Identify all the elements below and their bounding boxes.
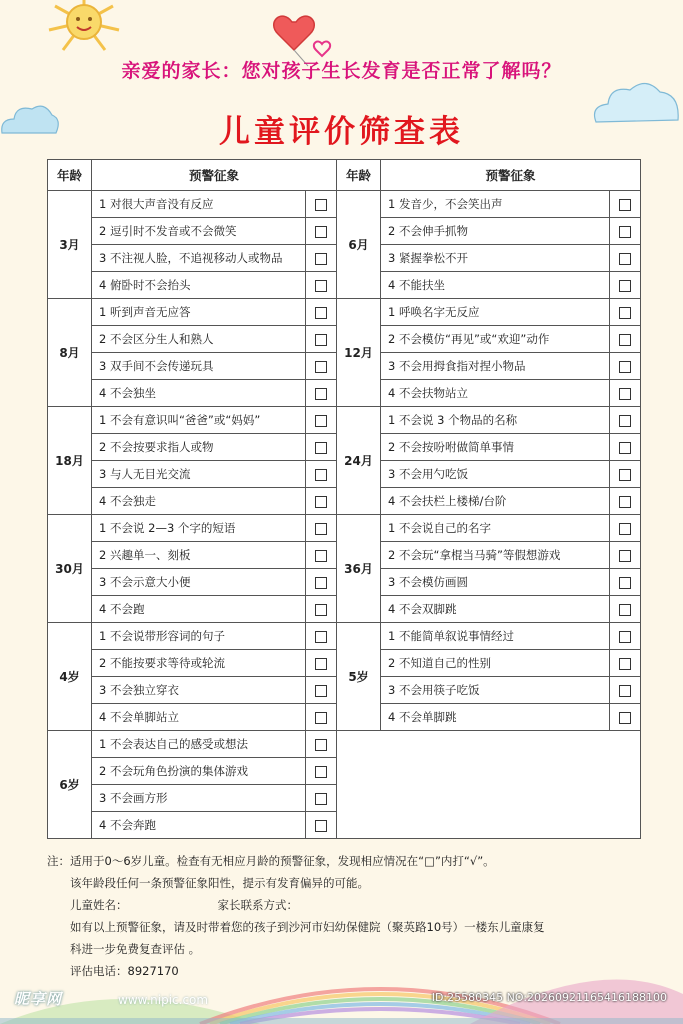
warning-sign-text: 3 不会示意大小便 bbox=[92, 569, 306, 596]
checkbox-cell bbox=[306, 731, 337, 758]
checkbox-cell bbox=[610, 488, 641, 515]
warning-sign-text: 1 听到声音无应答 bbox=[92, 299, 306, 326]
warning-sign-text: 1 发音少，不会笑出声 bbox=[381, 191, 610, 218]
checkbox[interactable] bbox=[619, 226, 631, 238]
checkbox[interactable] bbox=[315, 766, 327, 778]
checkbox[interactable] bbox=[315, 658, 327, 670]
checkbox[interactable] bbox=[315, 442, 327, 454]
warning-sign-text: 2 不会区分生人和熟人 bbox=[92, 326, 306, 353]
header-sign-left: 预警征象 bbox=[92, 160, 337, 191]
checkbox-cell bbox=[306, 245, 337, 272]
checkbox-cell bbox=[306, 785, 337, 812]
header-sign-right: 预警征象 bbox=[381, 160, 641, 191]
warning-sign-text: 4 不会跑 bbox=[92, 596, 306, 623]
checkbox[interactable] bbox=[315, 496, 327, 508]
checkbox-cell bbox=[610, 218, 641, 245]
checkbox-cell bbox=[610, 326, 641, 353]
checkbox[interactable] bbox=[315, 739, 327, 751]
checkbox-cell bbox=[306, 218, 337, 245]
checkbox[interactable] bbox=[619, 307, 631, 319]
age-cell: 6岁 bbox=[48, 731, 92, 839]
checkbox[interactable] bbox=[315, 820, 327, 832]
checkbox-cell bbox=[610, 245, 641, 272]
parent-contact-label: 家长联系方式： bbox=[217, 898, 298, 912]
checkbox-cell bbox=[610, 380, 641, 407]
contact-fields bbox=[47, 894, 647, 916]
checkbox-cell bbox=[610, 542, 641, 569]
checkbox[interactable] bbox=[315, 415, 327, 427]
warning-sign-text: 4 不会独坐 bbox=[92, 380, 306, 407]
age-cell: 30月 bbox=[48, 515, 92, 623]
table-row bbox=[48, 623, 641, 650]
checkbox-cell bbox=[610, 596, 641, 623]
warning-sign-text: 4 不会单脚站立 bbox=[92, 704, 306, 731]
checkbox[interactable] bbox=[619, 199, 631, 211]
checkbox-cell bbox=[306, 272, 337, 299]
age-cell: 36月 bbox=[337, 515, 381, 623]
checkbox-cell bbox=[306, 569, 337, 596]
checkbox[interactable] bbox=[315, 334, 327, 346]
checkbox[interactable] bbox=[619, 361, 631, 373]
warning-sign-text: 1 不会说带形容词的句子 bbox=[92, 623, 306, 650]
checkbox-cell bbox=[610, 677, 641, 704]
checkbox-cell bbox=[306, 596, 337, 623]
note-positive: 该年龄段任何一条预警征象阳性，提示有发育偏异的可能。 bbox=[70, 876, 369, 890]
table-row bbox=[48, 191, 641, 218]
age-cell: 4岁 bbox=[48, 623, 92, 731]
headline: 亲爱的家长：您对孩子生长发育是否正常了解吗？ bbox=[121, 60, 562, 82]
watermark-id: ID:25580345 NO:20260921165416188100 bbox=[431, 991, 667, 1004]
checkbox[interactable] bbox=[315, 793, 327, 805]
warning-sign-text: 1 不会说自己的名字 bbox=[381, 515, 610, 542]
warning-sign-text: 2 不会伸手抓物 bbox=[381, 218, 610, 245]
checkbox-cell bbox=[306, 650, 337, 677]
checkbox-cell bbox=[306, 488, 337, 515]
warning-sign-text: 4 不会独走 bbox=[92, 488, 306, 515]
checkbox[interactable] bbox=[315, 631, 327, 643]
warning-sign-text: 3 不注视人脸，不追视移动人或物品 bbox=[92, 245, 306, 272]
checkbox-cell bbox=[610, 704, 641, 731]
warning-sign-text: 1 对很大声音没有反应 bbox=[92, 191, 306, 218]
checkbox-cell bbox=[610, 515, 641, 542]
warning-sign-text: 3 紧握拳松不开 bbox=[381, 245, 610, 272]
checkbox-cell bbox=[610, 407, 641, 434]
checkbox[interactable] bbox=[315, 361, 327, 373]
checkbox[interactable] bbox=[619, 253, 631, 265]
warning-sign-text: 4 不能扶坐 bbox=[381, 272, 610, 299]
checkbox[interactable] bbox=[619, 712, 631, 724]
warning-sign-text: 4 不会双脚跳 bbox=[381, 596, 610, 623]
age-cell: 5岁 bbox=[337, 623, 381, 731]
note-referral-cont: 科进一步免费复查评估 。 bbox=[70, 942, 201, 956]
checkbox-cell bbox=[306, 191, 337, 218]
warning-sign-text: 1 不会说 2—3 个字的短语 bbox=[92, 515, 306, 542]
notes-section bbox=[47, 850, 647, 982]
warning-sign-text: 3 不会模仿画圆 bbox=[381, 569, 610, 596]
warning-sign-text: 3 不会用拇食指对捏小物品 bbox=[381, 353, 610, 380]
checkbox-cell bbox=[306, 704, 337, 731]
checkbox-cell bbox=[306, 461, 337, 488]
checkbox-cell bbox=[306, 380, 337, 407]
warning-sign-text: 1 呼唤名字无反应 bbox=[381, 299, 610, 326]
age-cell: 3月 bbox=[48, 191, 92, 299]
warning-sign-text: 3 不会画方形 bbox=[92, 785, 306, 812]
checkbox-cell bbox=[306, 677, 337, 704]
warning-sign-text: 1 不能简单叙说事情经过 bbox=[381, 623, 610, 650]
checkbox[interactable] bbox=[619, 631, 631, 643]
checkbox[interactable] bbox=[619, 334, 631, 346]
checkbox[interactable] bbox=[619, 658, 631, 670]
checkbox[interactable] bbox=[315, 523, 327, 535]
sun-illustration bbox=[45, 0, 123, 54]
checkbox-cell bbox=[306, 299, 337, 326]
checkbox[interactable] bbox=[315, 712, 327, 724]
checkbox-cell bbox=[610, 461, 641, 488]
checkbox[interactable] bbox=[619, 280, 631, 292]
warning-sign-text: 4 不会单脚跳 bbox=[381, 704, 610, 731]
page-title: 儿童评价筛查表 bbox=[219, 114, 464, 150]
checkbox[interactable] bbox=[619, 388, 631, 400]
checkbox-cell bbox=[610, 272, 641, 299]
checkbox-cell bbox=[610, 650, 641, 677]
age-cell: 12月 bbox=[337, 299, 381, 407]
warning-sign-text: 2 兴趣单一、刻板 bbox=[92, 542, 306, 569]
note-usage: 注：适用于0～6岁儿童。检查有无相应月龄的预警征象，发现相应情况在“□”内打“√”。 bbox=[47, 854, 495, 868]
warning-sign-text: 1 不会说 3 个物品的名称 bbox=[381, 407, 610, 434]
warning-sign-text: 3 不会用筷子吃饭 bbox=[381, 677, 610, 704]
checkbox[interactable] bbox=[619, 442, 631, 454]
checkbox-cell bbox=[610, 191, 641, 218]
checkbox[interactable] bbox=[315, 469, 327, 481]
warning-sign-text: 2 不会玩角色扮演的集体游戏 bbox=[92, 758, 306, 785]
checkbox-cell bbox=[306, 434, 337, 461]
checkbox[interactable] bbox=[619, 523, 631, 535]
warning-sign-text: 2 不会模仿“再见”或“欢迎”动作 bbox=[381, 326, 610, 353]
screening-table bbox=[47, 159, 641, 839]
age-cell: 18月 bbox=[48, 407, 92, 515]
age-cell: 6月 bbox=[337, 191, 381, 299]
checkbox-cell bbox=[610, 299, 641, 326]
phone-number: 8927170 bbox=[127, 964, 179, 978]
warning-sign-text: 2 不能按要求等待或轮流 bbox=[92, 650, 306, 677]
age-cell: 24月 bbox=[337, 407, 381, 515]
checkbox-cell bbox=[306, 353, 337, 380]
age-cell: 8月 bbox=[48, 299, 92, 407]
table-row bbox=[48, 731, 641, 758]
warning-sign-text: 3 不会用勺吃饭 bbox=[381, 461, 610, 488]
checkbox[interactable] bbox=[315, 388, 327, 400]
checkbox-cell bbox=[306, 812, 337, 839]
table-header-row bbox=[48, 160, 641, 191]
checkbox[interactable] bbox=[315, 604, 327, 616]
header-age-left: 年龄 bbox=[48, 160, 92, 191]
note-referral: 如有以上预警征象，请及时带着您的孩子到沙河市妇幼保健院（聚英路10号）一楼东儿童康复 bbox=[70, 920, 545, 934]
warning-sign-text: 3 双手间不会传递玩具 bbox=[92, 353, 306, 380]
checkbox[interactable] bbox=[619, 469, 631, 481]
phone-line bbox=[47, 960, 647, 982]
table-row bbox=[48, 407, 641, 434]
checkbox-cell bbox=[610, 434, 641, 461]
warning-sign-text: 4 不会扶物站立 bbox=[381, 380, 610, 407]
header-age-right: 年龄 bbox=[337, 160, 381, 191]
checkbox-cell bbox=[610, 569, 641, 596]
checkbox[interactable] bbox=[315, 226, 327, 238]
warning-sign-text: 1 不会有意识叫“爸爸”或“妈妈” bbox=[92, 407, 306, 434]
empty-cell bbox=[337, 731, 641, 839]
checkbox-cell bbox=[306, 542, 337, 569]
checkbox-cell bbox=[306, 326, 337, 353]
warning-sign-text: 4 不会奔跑 bbox=[92, 812, 306, 839]
warning-sign-text: 4 不会扶栏上楼梯/台阶 bbox=[381, 488, 610, 515]
checkbox-cell bbox=[306, 515, 337, 542]
checkbox-cell bbox=[610, 353, 641, 380]
watermark-logo: 昵享网 bbox=[14, 990, 63, 1008]
phone-label: 评估电话： bbox=[70, 964, 128, 978]
warning-sign-text: 3 不会独立穿衣 bbox=[92, 677, 306, 704]
warning-sign-text: 4 俯卧时不会抬头 bbox=[92, 272, 306, 299]
checkbox[interactable] bbox=[315, 199, 327, 211]
checkbox-cell bbox=[306, 758, 337, 785]
checkbox[interactable] bbox=[619, 604, 631, 616]
checkbox-cell bbox=[610, 623, 641, 650]
warning-sign-text: 2 逗引时不发音或不会微笑 bbox=[92, 218, 306, 245]
checkbox-cell bbox=[306, 407, 337, 434]
checkbox[interactable] bbox=[315, 550, 327, 562]
warning-sign-text: 2 不知道自己的性别 bbox=[381, 650, 610, 677]
checkbox[interactable] bbox=[619, 685, 631, 697]
checkbox-cell bbox=[306, 623, 337, 650]
warning-sign-text: 2 不会按要求指人或物 bbox=[92, 434, 306, 461]
checkbox[interactable] bbox=[315, 685, 327, 697]
checkbox[interactable] bbox=[619, 415, 631, 427]
checkbox[interactable] bbox=[619, 550, 631, 562]
table-row bbox=[48, 515, 641, 542]
warning-sign-text: 2 不会玩“拿棍当马骑”等假想游戏 bbox=[381, 542, 610, 569]
table-row bbox=[48, 299, 641, 326]
warning-sign-text: 1 不会表达自己的感受或想法 bbox=[92, 731, 306, 758]
checkbox[interactable] bbox=[619, 496, 631, 508]
watermark-url: www.nipic.com bbox=[118, 993, 209, 1007]
warning-sign-text: 3 与人无目光交流 bbox=[92, 461, 306, 488]
warning-sign-text: 2 不会按吩咐做简单事情 bbox=[381, 434, 610, 461]
checkbox[interactable] bbox=[315, 577, 327, 589]
checkbox[interactable] bbox=[315, 280, 327, 292]
checkbox[interactable] bbox=[619, 577, 631, 589]
checkbox[interactable] bbox=[315, 307, 327, 319]
child-name-label: 儿童姓名： bbox=[70, 898, 128, 912]
checkbox[interactable] bbox=[315, 253, 327, 265]
